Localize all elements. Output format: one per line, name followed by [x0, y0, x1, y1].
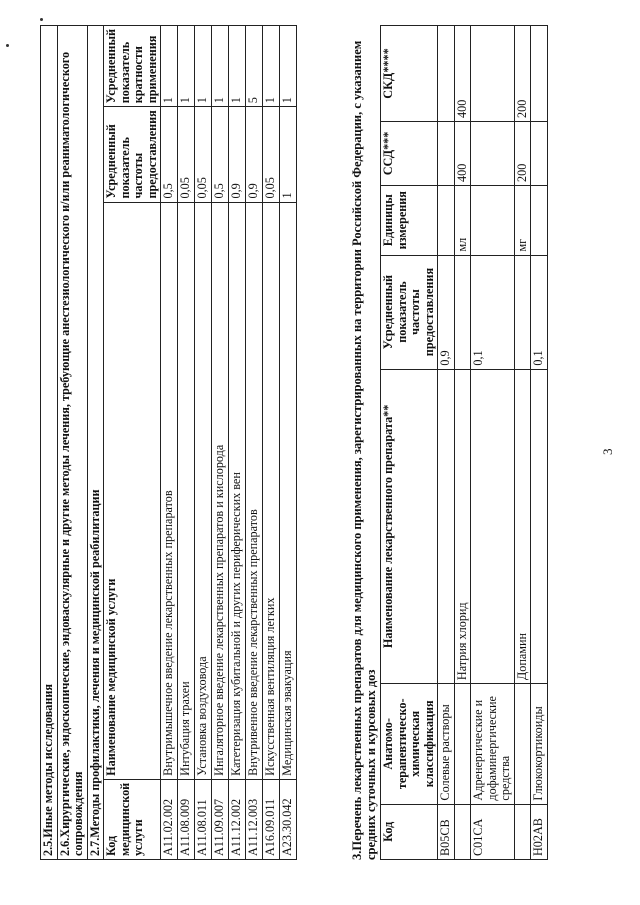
service-frequency: 0,05: [178, 107, 195, 202]
drug-frequency: [514, 255, 531, 369]
drug-code: C01CA: [471, 804, 515, 859]
table-row: [195, 26, 212, 860]
drug-code: [454, 804, 471, 859]
drug-name: [531, 369, 548, 684]
service-multiplicity: 1: [263, 26, 280, 107]
header-name: Наименование медицинской услуги: [104, 202, 161, 779]
drug-atc: Глюкокортикоиды: [531, 684, 548, 804]
drugs-table: [380, 25, 548, 860]
drug-unit: [531, 185, 548, 255]
service-name: Внутривенное введение лекарственных препаратов: [246, 202, 263, 779]
drug-name: Натрия хлорид: [454, 369, 471, 684]
service-name: Внутримышечное введение лекарственных препаратов: [161, 202, 178, 779]
table-row: [471, 26, 515, 860]
header-multiplicity: Усредненный показатель кратности применения: [104, 26, 161, 107]
service-frequency: 0,5: [161, 107, 178, 202]
service-code: A11.08.011: [195, 779, 212, 859]
table-row: [438, 26, 455, 860]
drug-unit: [471, 185, 515, 255]
drug-skd: 200: [514, 26, 531, 122]
table-row: [280, 26, 297, 860]
drug-name: [438, 369, 455, 684]
service-code: A11.02.002: [161, 779, 178, 859]
service-name: Катетеризация кубитальной и других периферических вен: [229, 202, 246, 779]
service-multiplicity: 1: [161, 26, 178, 107]
drugs-header-row: [381, 26, 438, 860]
table-row: [246, 26, 263, 860]
service-name: Искусственная вентиляция легких: [263, 202, 280, 779]
section-2-6-heading: 2.6.Хирургические, эндоскопические, эндоваскулярные и другие методы лечения, требующие анестезиологического и/или реаниматологического сопровождения: [57, 26, 87, 860]
drug-sdd: 400: [454, 121, 471, 185]
drug-sdd: [531, 121, 548, 185]
header-drug-name: Наименование лекарственного препарата**: [381, 369, 438, 684]
services-table: [40, 25, 297, 860]
header-sdd: ССД***: [381, 121, 438, 185]
drug-skd: [531, 26, 548, 122]
drug-sdd: [471, 121, 515, 185]
table-row: [161, 26, 178, 860]
service-name: Медицинская эвакуация: [280, 202, 297, 779]
service-multiplicity: 1: [280, 26, 297, 107]
drug-sdd: 200: [514, 121, 531, 185]
drug-name: [471, 369, 515, 684]
services-header-row: [104, 26, 161, 860]
header-skd: СКД****: [381, 26, 438, 122]
drug-name: Допамин: [514, 369, 531, 684]
service-code: A11.12.002: [229, 779, 246, 859]
service-frequency: 0,05: [263, 107, 280, 202]
drug-frequency: 0,1: [471, 255, 515, 369]
service-multiplicity: 5: [246, 26, 263, 107]
table-row: [212, 26, 229, 860]
drug-atc: [454, 684, 471, 804]
service-code: A16.09.011: [263, 779, 280, 859]
service-multiplicity: 1: [212, 26, 229, 107]
table-row: [454, 26, 471, 860]
service-code: A23.30.042: [280, 779, 297, 859]
drug-frequency: 0,9: [438, 255, 455, 369]
service-frequency: 1: [280, 107, 297, 202]
table-row: [178, 26, 195, 860]
service-frequency: 0,9: [246, 107, 263, 202]
drug-atc: Солевые растворы: [438, 684, 455, 804]
page-number: 3: [600, 448, 615, 455]
service-name: Установка воздуховода: [195, 202, 212, 779]
header-code: Код: [381, 804, 438, 859]
table-row: [531, 26, 548, 860]
service-name: Ингаляторное введение лекарственных препаратов и кислорода: [212, 202, 229, 779]
drug-unit: мл: [454, 185, 471, 255]
header-unit: Единицы измерения: [381, 185, 438, 255]
header-frequency: Усредненный показатель частоты предоставления: [381, 255, 438, 369]
service-frequency: 0,9: [229, 107, 246, 202]
section-2-7-heading: 2.7.Методы профилактики, лечения и медицинской реабилитации: [87, 26, 104, 860]
drug-skd: 400: [454, 26, 471, 122]
drug-code: [514, 804, 531, 859]
service-frequency: 0,05: [195, 107, 212, 202]
table-row: [229, 26, 246, 860]
drug-skd: [438, 26, 455, 122]
drug-code: H02AB: [531, 804, 548, 859]
drug-unit: мг: [514, 185, 531, 255]
section-2-5-heading: 2.5.Иные методы исследования: [41, 26, 58, 860]
service-multiplicity: 1: [195, 26, 212, 107]
drug-unit: [438, 185, 455, 255]
header-frequency: Усредненный показатель частоты предоставления: [104, 107, 161, 202]
drug-frequency: [454, 255, 471, 369]
header-code: Код медицинской услуги: [104, 779, 161, 859]
service-code: A11.08.009: [178, 779, 195, 859]
service-multiplicity: 1: [178, 26, 195, 107]
drug-atc: [514, 684, 531, 804]
drug-code: B05CB: [438, 804, 455, 859]
service-code: A11.09.007: [212, 779, 229, 859]
header-atc: Анатомо-терапевтическо-химическая классификация: [381, 684, 438, 804]
service-code: A11.12.003: [246, 779, 263, 859]
service-multiplicity: 1: [229, 26, 246, 107]
service-frequency: 0,5: [212, 107, 229, 202]
service-name: Интубация трахеи: [178, 202, 195, 779]
drug-frequency: 0,1: [531, 255, 548, 369]
drug-sdd: [438, 121, 455, 185]
table-row: [263, 26, 280, 860]
drug-atc: Адренергические и дофаминергические средства: [471, 684, 515, 804]
section-3-heading: 3.Перечень лекарственных препаратов для медицинского применения, зарегистрированных на территории Российской Федерации, с указанием средних суточных и курсовых доз: [350, 40, 378, 860]
table-row: [514, 26, 531, 860]
drug-skd: [471, 26, 515, 122]
